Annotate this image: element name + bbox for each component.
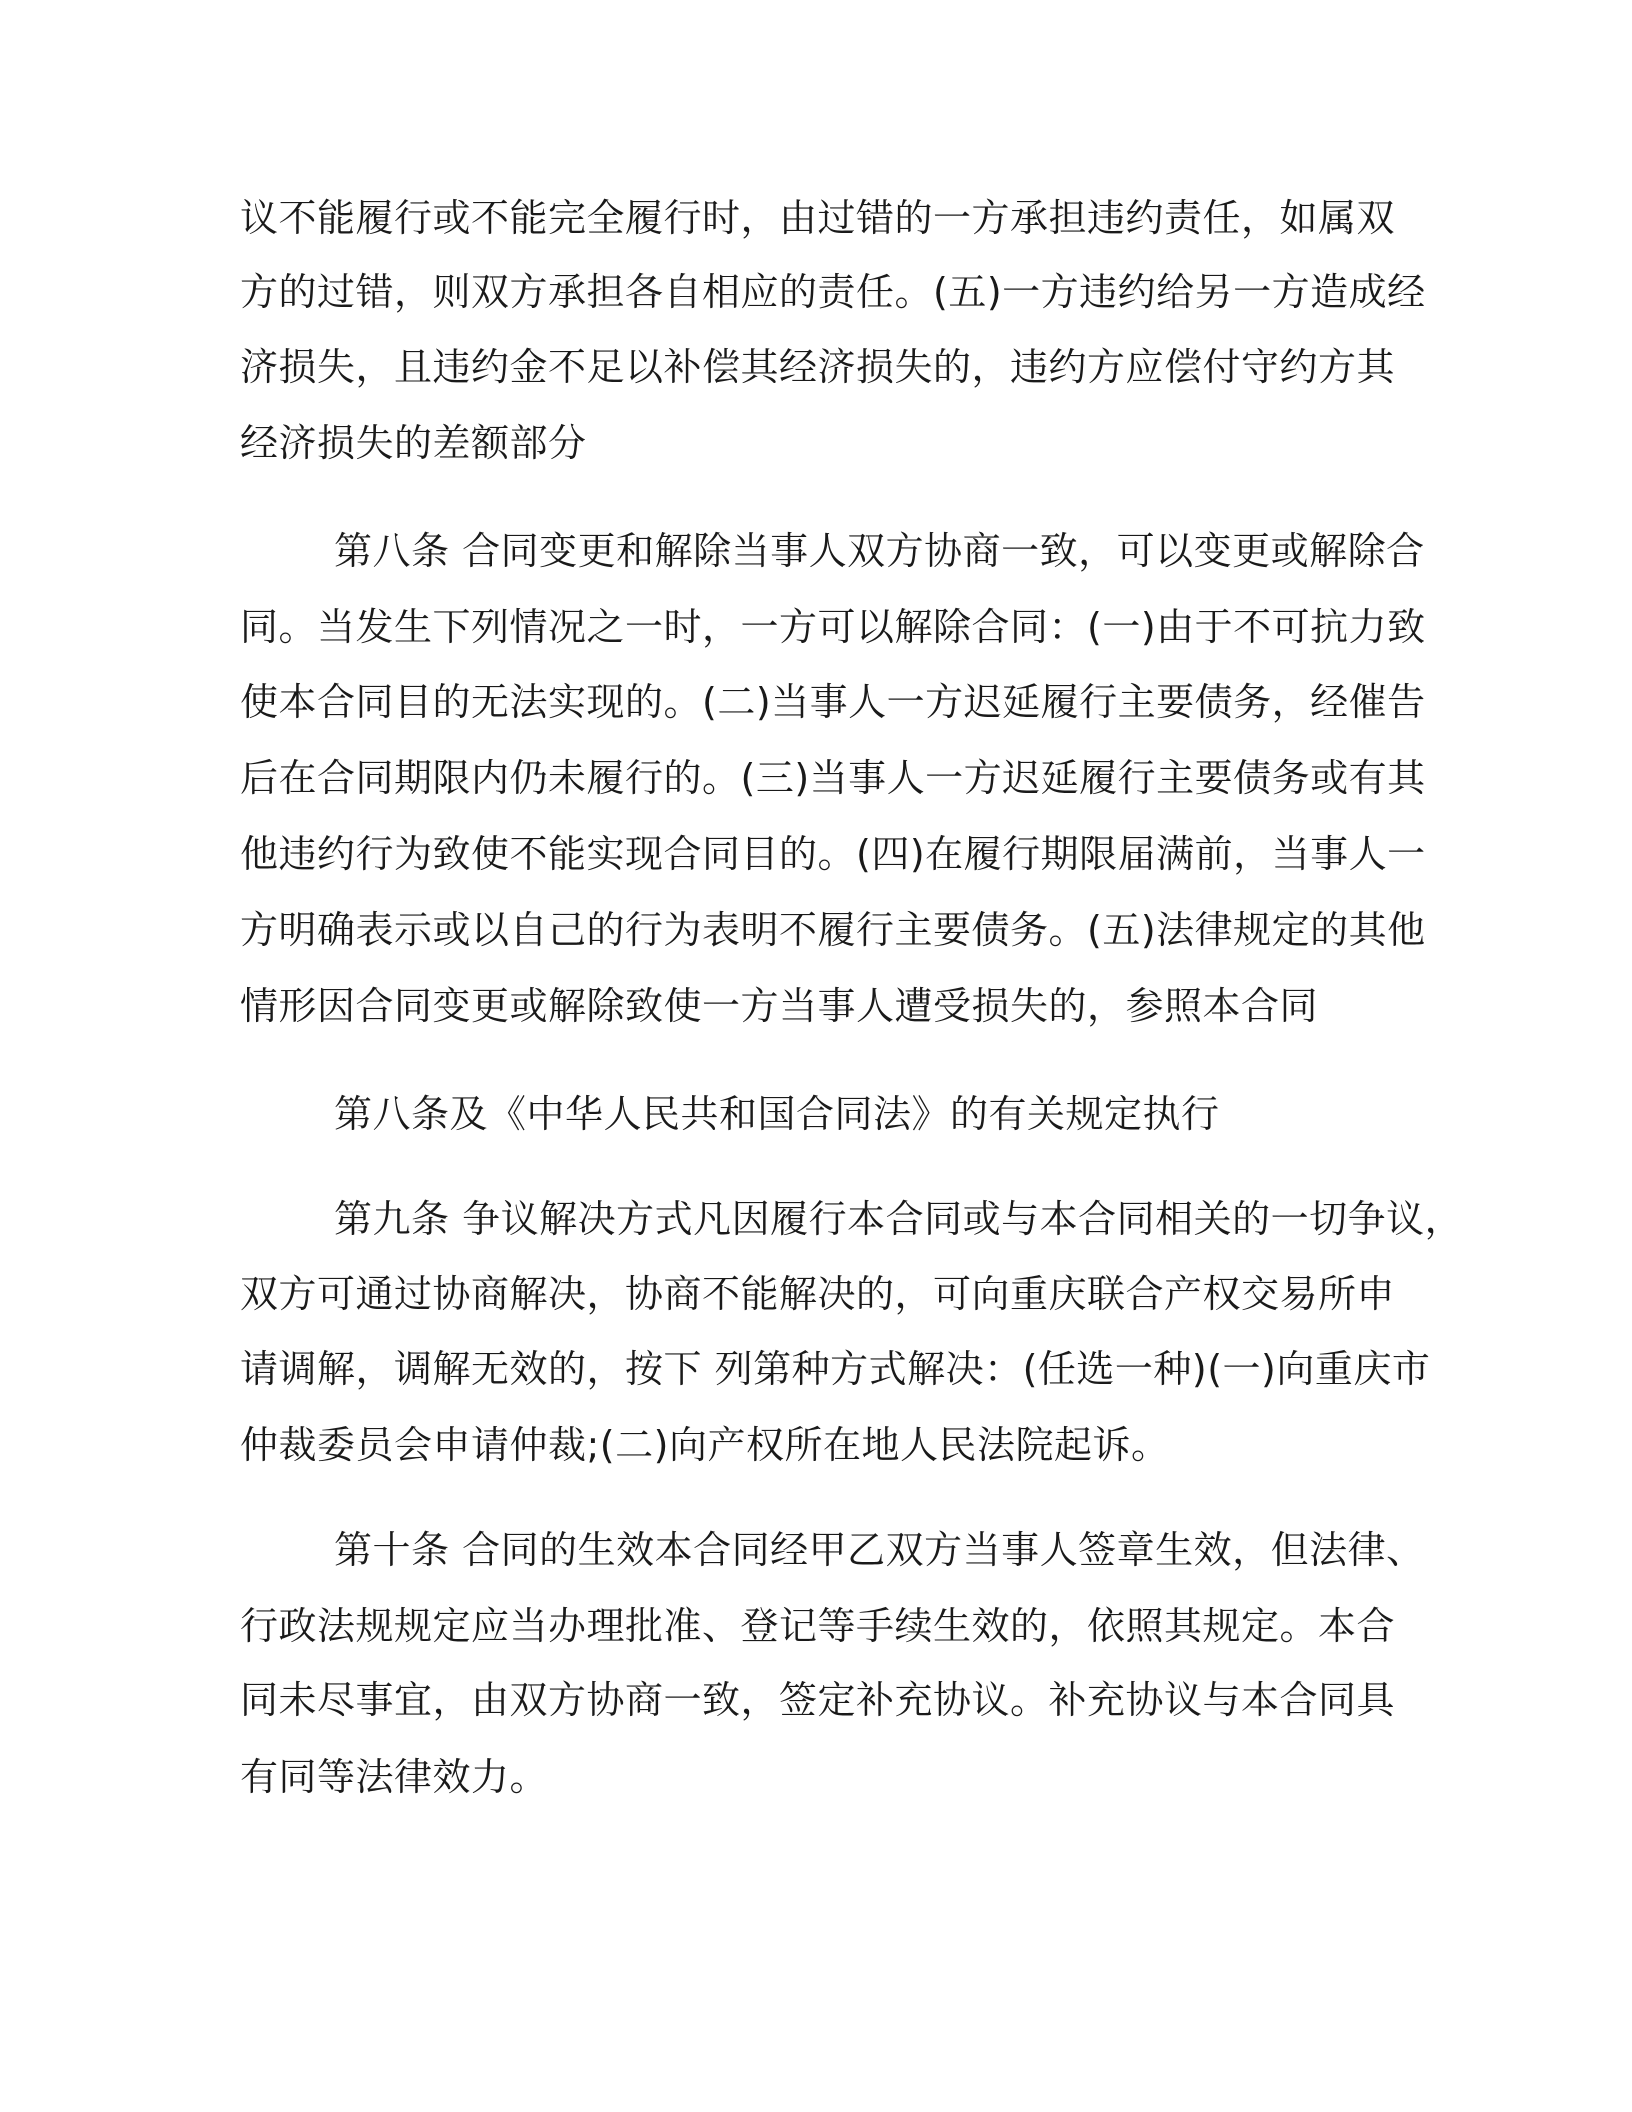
text-line: 请调解，调解无效的，按下 列第种方式解决：(任选一种)(一)向重庆市 bbox=[240, 1347, 1431, 1391]
text-line: 议不能履行或不能完全履行时，由过错的一方承担违约责任，如属双 bbox=[240, 196, 1396, 240]
text-line: 后在合同期限内仍未履行的。(三)当事人一方迟延履行主要债务或有其 bbox=[240, 756, 1426, 800]
text-line: 双方可通过协商解决，协商不能解决的，可向重庆联合产权交易所申 bbox=[240, 1272, 1396, 1316]
text-line: 济损失，且违约金不足以补偿其经济损失的，违约方应偿付守约方其 bbox=[240, 345, 1396, 389]
text-line: 方的过错，则双方承担各自相应的责任。(五)一方违约给另一方造成经 bbox=[240, 270, 1426, 314]
text-line: 使本合同目的无法实现的。(二)当事人一方迟延履行主要债务，经催告 bbox=[240, 680, 1426, 724]
text-line: 第九条 争议解决方式凡因履行本合同或与本合同相关的一切争议， bbox=[334, 1197, 1464, 1241]
text-line: 经济损失的差额部分 bbox=[240, 421, 587, 465]
text-line: 行政法规规定应当办理批准、登记等手续生效的，依照其规定。本合 bbox=[240, 1604, 1396, 1648]
text-line: 仲裁委员会申请仲裁;(二)向产权所在地人民法院起诉。 bbox=[240, 1423, 1170, 1467]
text-line: 第八条及《中华人民共和国合同法》的有关规定执行 bbox=[334, 1092, 1220, 1136]
text-line: 第十条 合同的生效本合同经甲乙双方当事人签章生效，但法律、 bbox=[334, 1528, 1425, 1572]
text-line: 有同等法律效力。 bbox=[240, 1755, 549, 1799]
text-line: 同。当发生下列情况之一时，一方可以解除合同：(一)由于不可抗力致 bbox=[240, 605, 1426, 649]
text-line: 同未尽事宜，由双方协商一致，签定补充协议。补充协议与本合同具 bbox=[240, 1678, 1396, 1722]
text-line: 他违约行为致使不能实现合同目的。(四)在履行期限届满前，当事人一 bbox=[240, 832, 1426, 876]
text-line: 第八条 合同变更和解除当事人双方协商一致，可以变更或解除合 bbox=[334, 529, 1425, 573]
text-line: 情形因合同变更或解除致使一方当事人遭受损失的，参照本合同 bbox=[240, 984, 1319, 1028]
text-line: 方明确表示或以自己的行为表明不履行主要债务。(五)法律规定的其他 bbox=[240, 908, 1426, 952]
